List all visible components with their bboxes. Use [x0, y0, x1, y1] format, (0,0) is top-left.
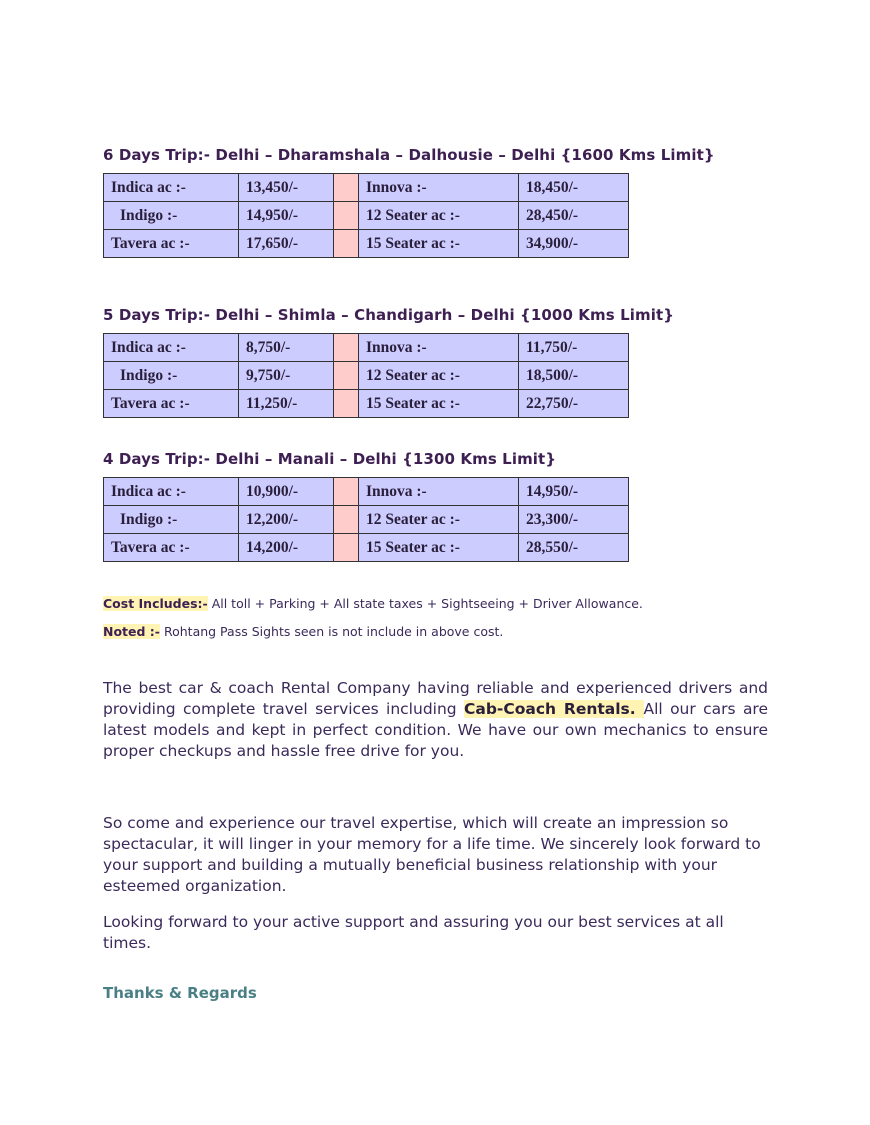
price-value: 11,250/-: [239, 390, 334, 418]
car-label: 12 Seater ac :-: [359, 202, 519, 230]
table-row: [104, 390, 629, 418]
noted-text: Rohtang Pass Sights seen is not include in above cost.: [160, 624, 504, 639]
table-row: [104, 478, 629, 506]
car-label: Indica ac :-: [104, 334, 239, 362]
price-value: 14,200/-: [239, 534, 334, 562]
car-label: Innova :-: [359, 174, 519, 202]
description-text-after: All our cars are latest models and kept in perfect condition. We have our own mechanics to ensure proper checkups and hassle free drive for you.: [103, 700, 769, 760]
car-label: Innova :-: [359, 478, 519, 506]
car-label: Innova :-: [359, 334, 519, 362]
price-value: 17,650/-: [239, 230, 334, 258]
price-value: 13,450/-: [239, 174, 334, 202]
table-row: [104, 534, 629, 562]
trip-title-4-days: 4 Days Trip:- Delhi – Manali – Delhi {1300 Kms Limit}: [103, 450, 557, 468]
car-label: 12 Seater ac :-: [359, 506, 519, 534]
closing-paragraph: Looking forward to your active support and assuring you our best services at all times.: [103, 913, 724, 952]
price-value: 18,450/-: [519, 174, 629, 202]
price-value: 8,750/-: [239, 334, 334, 362]
price-value: 28,450/-: [519, 202, 629, 230]
price-table-6-days: [103, 173, 629, 258]
company-description: [103, 678, 768, 762]
price-value: 11,750/-: [519, 334, 629, 362]
car-label: Indica ac :-: [104, 478, 239, 506]
separator-cell: [334, 202, 359, 230]
thanks-regards: Thanks & Regards: [103, 984, 257, 1002]
description-text-before: The best car & coach Rental Company having reliable and experienced drivers and providing complete travel services including: [103, 679, 768, 718]
separator-cell: [334, 362, 359, 390]
noted-note: [103, 624, 503, 639]
price-value: 23,300/-: [519, 506, 629, 534]
separator-cell: [334, 506, 359, 534]
price-table-4-days: [103, 477, 629, 562]
table-row: [104, 174, 629, 202]
separator-cell: [334, 230, 359, 258]
separator-cell: [334, 390, 359, 418]
cost-includes-label: Cost Includes:-: [103, 596, 208, 611]
car-label: Tavera ac :-: [104, 390, 239, 418]
price-value: 14,950/-: [239, 202, 334, 230]
car-label: 15 Seater ac :-: [359, 230, 519, 258]
car-label: Indica ac :-: [104, 174, 239, 202]
separator-cell: [334, 478, 359, 506]
cost-includes-note: [103, 596, 643, 611]
price-value: 22,750/-: [519, 390, 629, 418]
table-row: [104, 334, 629, 362]
price-value: 28,550/-: [519, 534, 629, 562]
price-value: 18,500/-: [519, 362, 629, 390]
car-label: Tavera ac :-: [104, 230, 239, 258]
separator-cell: [334, 174, 359, 202]
car-label: Indigo :-: [104, 362, 239, 390]
car-label: 15 Seater ac :-: [359, 390, 519, 418]
price-value: 9,750/-: [239, 362, 334, 390]
price-value: 14,950/-: [519, 478, 629, 506]
price-value: 10,900/-: [239, 478, 334, 506]
table-row: [104, 362, 629, 390]
table-row: [104, 202, 629, 230]
cost-includes-text: All toll + Parking + All state taxes + Sightseeing + Driver Allowance.: [207, 596, 643, 611]
price-value: 34,900/-: [519, 230, 629, 258]
car-label: 12 Seater ac :-: [359, 362, 519, 390]
separator-cell: [334, 334, 359, 362]
table-row: [104, 230, 629, 258]
price-table-5-days: [103, 333, 629, 418]
car-label: 15 Seater ac :-: [359, 534, 519, 562]
separator-cell: [334, 534, 359, 562]
trip-title-6-days: 6 Days Trip:- Delhi – Dharamshala – Dalhousie – Delhi {1600 Kms Limit}: [103, 146, 715, 164]
car-label: Indigo :-: [104, 202, 239, 230]
trip-title-5-days: 5 Days Trip:- Delhi – Shimla – Chandigarh – Delhi {1000 Kms Limit}: [103, 306, 675, 324]
table-row: [104, 506, 629, 534]
car-label: Tavera ac :-: [104, 534, 239, 562]
cab-coach-highlight: Cab-Coach Rentals.: [463, 700, 644, 718]
price-value: 12,200/-: [239, 506, 334, 534]
car-label: Indigo :-: [104, 506, 239, 534]
invitation-paragraph: So come and experience our travel expertise, which will create an impression so spectacular, it will linger in your memory for a life time. We sincerely look forward to your support and building a mutually beneficial business relationship with your esteemed organization.: [103, 814, 761, 895]
noted-label: Noted :-: [103, 624, 160, 639]
